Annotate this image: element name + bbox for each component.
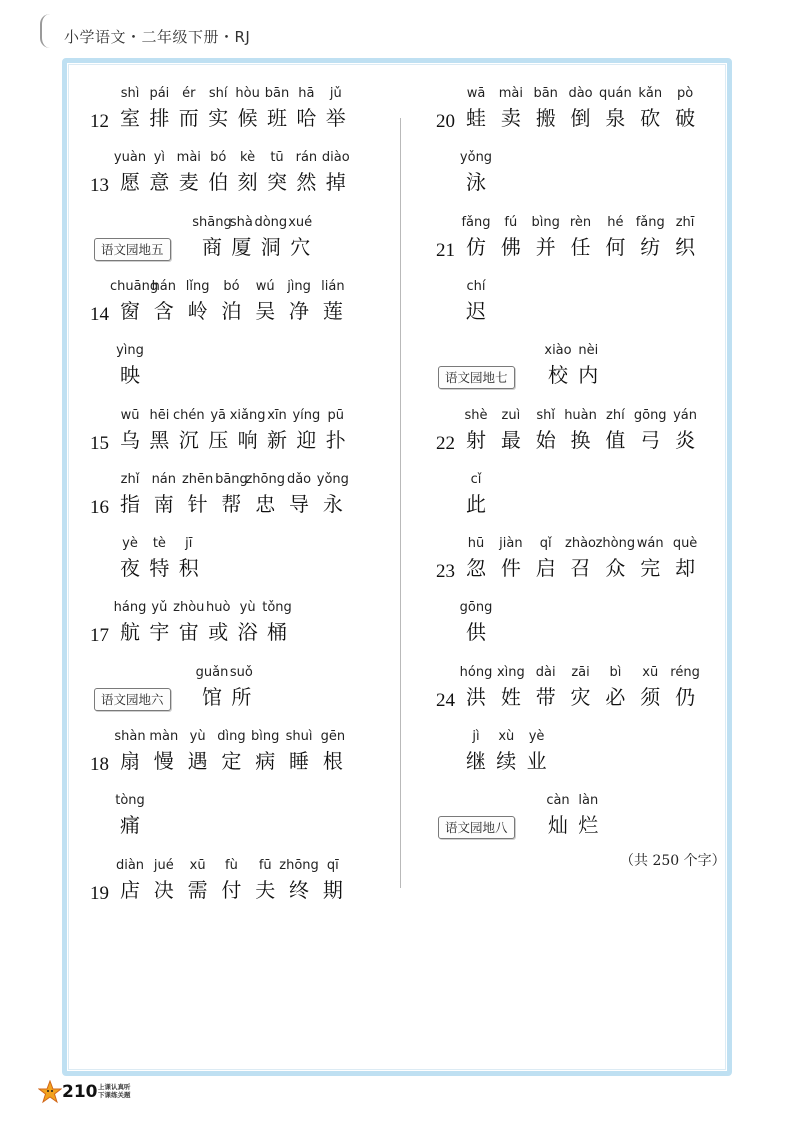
pinyin: zhào xyxy=(565,536,597,552)
lesson-number: 12 xyxy=(90,111,109,132)
hanzi: 此 xyxy=(466,491,486,516)
pinyin: jìng xyxy=(287,278,311,294)
hanzi: 帮 xyxy=(221,491,242,516)
pinyin: bó xyxy=(210,150,227,166)
hanzi: 或 xyxy=(208,620,229,645)
pinyin: dòng xyxy=(254,214,288,230)
pinyin: bó xyxy=(223,278,240,294)
pinyin: nèi xyxy=(578,343,599,359)
lesson-entry xyxy=(0,213,800,263)
pinyin: yíng xyxy=(292,407,321,423)
hanzi: 炎 xyxy=(675,427,696,452)
pinyin: hēi xyxy=(149,407,170,423)
hanzi: 厦 xyxy=(231,234,252,259)
unit-badge: 语文园地五 xyxy=(94,238,171,261)
pinyin: yā xyxy=(210,407,227,423)
pinyin: bìng xyxy=(531,214,560,230)
pinyin: háng xyxy=(113,600,147,616)
hanzi: 针 xyxy=(187,491,208,516)
pinyin: bì xyxy=(609,664,622,680)
hanzi: 召 xyxy=(570,556,591,581)
character-cell xyxy=(665,663,705,711)
lesson-number: 17 xyxy=(90,625,109,647)
pinyin: xiào xyxy=(544,343,572,359)
hanzi: 所 xyxy=(231,684,252,709)
pinyin: màn xyxy=(149,729,179,744)
pinyin: diàn xyxy=(115,857,145,873)
header-decoration xyxy=(40,14,56,48)
lesson-entry xyxy=(0,148,800,198)
hanzi: 完 xyxy=(640,556,661,581)
unit-badge: 语文园地六 xyxy=(94,688,171,711)
hanzi: 麦 xyxy=(178,170,199,195)
pinyin: jī xyxy=(185,536,193,552)
pinyin: shǐ xyxy=(536,407,555,423)
pinyin: pò xyxy=(676,86,694,101)
pinyin: tè xyxy=(152,536,166,552)
star-icon xyxy=(38,1080,62,1104)
character-cell xyxy=(313,856,353,904)
hanzi: 供 xyxy=(466,620,486,645)
hanzi: 泊 xyxy=(221,298,242,323)
hanzi: 扇 xyxy=(120,749,140,773)
pinyin: huò xyxy=(205,600,231,616)
character-cell xyxy=(456,148,496,196)
pinyin: dìng xyxy=(217,729,246,744)
pinyin: dào xyxy=(568,86,593,101)
pinyin: zhōng xyxy=(245,471,285,487)
pinyin: shàn xyxy=(114,729,146,744)
pinyin: cǐ xyxy=(470,471,482,487)
pinyin: quán xyxy=(599,86,632,101)
hanzi: 莲 xyxy=(322,298,343,323)
hanzi: 值 xyxy=(605,427,626,452)
pinyin: fù xyxy=(225,857,238,873)
pinyin: tòng xyxy=(115,793,145,809)
lesson-entry xyxy=(0,406,800,456)
hanzi: 馆 xyxy=(202,684,222,709)
lesson-entry xyxy=(0,598,800,648)
character-cell xyxy=(665,534,705,582)
hanzi: 排 xyxy=(149,106,170,130)
hanzi: 响 xyxy=(237,427,258,452)
pinyin: jì xyxy=(472,729,480,744)
lesson-number: 19 xyxy=(90,882,109,904)
hanzi: 纺 xyxy=(640,234,661,259)
hanzi: 积 xyxy=(178,556,199,581)
lesson-number: 18 xyxy=(90,754,109,775)
pinyin: qǐ xyxy=(539,536,552,552)
hanzi: 忽 xyxy=(466,556,486,581)
hanzi: 压 xyxy=(208,427,229,452)
pinyin: wā xyxy=(466,86,486,101)
hanzi: 倒 xyxy=(570,106,591,130)
pinyin: fǎng xyxy=(635,214,665,230)
pinyin: zhòu xyxy=(173,600,205,616)
character-cell xyxy=(456,277,496,325)
pinyin: ér xyxy=(182,86,196,101)
hanzi: 迎 xyxy=(296,427,317,452)
pinyin: hóng xyxy=(459,664,493,680)
hanzi: 必 xyxy=(605,684,626,709)
hanzi: 迟 xyxy=(466,298,486,323)
pinyin: yè xyxy=(122,536,138,552)
pinyin: bāng xyxy=(215,471,248,487)
hanzi: 班 xyxy=(267,106,287,130)
lesson-entry xyxy=(0,727,800,777)
hanzi: 任 xyxy=(570,234,591,259)
pinyin: fū xyxy=(258,857,272,873)
hanzi: 宙 xyxy=(178,620,199,645)
pinyin: shè xyxy=(464,407,488,423)
pinyin: zuì xyxy=(501,407,521,423)
hanzi: 映 xyxy=(120,363,140,388)
pinyin: hán xyxy=(151,278,177,294)
pinyin: zhēn xyxy=(181,471,214,487)
character-cell xyxy=(517,727,557,775)
hanzi: 业 xyxy=(526,749,547,773)
hanzi: 举 xyxy=(325,106,346,130)
character-cell xyxy=(568,341,608,389)
hanzi: 航 xyxy=(120,620,140,645)
pinyin: yù xyxy=(239,600,256,616)
pinyin: bìng xyxy=(251,729,280,744)
hanzi: 付 xyxy=(221,877,242,902)
pinyin: tū xyxy=(270,150,284,166)
pinyin: dǎo xyxy=(286,471,312,487)
hanzi: 并 xyxy=(535,234,556,259)
character-cell xyxy=(456,470,496,518)
hanzi: 哈 xyxy=(296,106,317,130)
pinyin: shāng xyxy=(192,214,232,230)
pinyin: qī xyxy=(326,857,339,873)
pinyin: shuì xyxy=(285,729,313,744)
pinyin: pái xyxy=(149,86,170,101)
pinyin: rèn xyxy=(569,214,592,230)
lesson-number: 16 xyxy=(90,496,109,518)
pinyin: làn xyxy=(578,793,599,809)
pinyin: kè xyxy=(240,150,256,166)
page-header-title: 小学语文・二年级下册・RJ xyxy=(64,28,251,46)
hanzi: 定 xyxy=(221,749,242,773)
hanzi: 宇 xyxy=(149,620,170,645)
hanzi: 黑 xyxy=(149,427,170,452)
footer-slogan-line2: 下课练关题 xyxy=(98,1091,131,1099)
hanzi: 启 xyxy=(535,556,556,581)
hanzi: 射 xyxy=(466,427,486,452)
pinyin: jǔ xyxy=(329,86,342,101)
footer-slogan-line1: 上课认真听 xyxy=(98,1083,131,1091)
hanzi: 砍 xyxy=(640,106,661,130)
lesson-entry xyxy=(0,341,800,391)
hanzi: 然 xyxy=(296,170,317,195)
hanzi: 灿 xyxy=(548,813,568,838)
hanzi: 永 xyxy=(322,491,343,516)
pinyin: yǒng xyxy=(316,471,349,487)
pinyin: yì xyxy=(153,150,166,166)
hanzi: 浴 xyxy=(237,620,258,645)
pinyin: lǐng xyxy=(185,278,210,294)
hanzi: 却 xyxy=(675,556,696,581)
character-cell xyxy=(456,598,496,646)
pinyin: gōng xyxy=(459,600,493,616)
lesson-entry xyxy=(0,277,800,327)
hanzi: 期 xyxy=(322,877,343,902)
pinyin: huàn xyxy=(564,407,597,423)
hanzi: 病 xyxy=(255,749,276,773)
hanzi: 指 xyxy=(120,491,140,516)
hanzi: 泳 xyxy=(466,170,486,195)
pinyin: shí xyxy=(208,86,228,101)
hanzi: 沉 xyxy=(178,427,199,452)
hanzi: 睡 xyxy=(289,749,310,773)
pinyin: hā xyxy=(298,86,315,101)
lesson-entry xyxy=(0,84,800,134)
pinyin: shì xyxy=(120,86,140,101)
pinyin: chuāng xyxy=(110,278,159,294)
hanzi: 含 xyxy=(153,298,174,323)
hanzi: 而 xyxy=(178,106,199,130)
hanzi: 继 xyxy=(466,749,486,773)
hanzi: 新 xyxy=(267,427,287,452)
hanzi: 突 xyxy=(267,170,287,195)
hanzi: 掉 xyxy=(325,170,346,195)
pinyin: zhòng xyxy=(595,536,636,552)
pinyin: yìng xyxy=(116,343,144,359)
hanzi: 洪 xyxy=(466,684,486,709)
unit-badge: 语文园地八 xyxy=(438,816,515,839)
pinyin: wū xyxy=(120,407,140,423)
pinyin: hū xyxy=(467,536,485,552)
pinyin: xū xyxy=(642,664,659,680)
pinyin: fú xyxy=(504,214,518,230)
lesson-number: 20 xyxy=(436,111,455,132)
pinyin: xù xyxy=(498,729,515,744)
hanzi: 店 xyxy=(120,877,140,902)
lesson-entry xyxy=(0,663,800,713)
hanzi: 仍 xyxy=(675,684,696,709)
pinyin: càn xyxy=(546,793,570,809)
pinyin: què xyxy=(672,536,698,552)
hanzi: 洞 xyxy=(260,234,281,259)
pinyin: chí xyxy=(466,278,486,294)
hanzi: 夜 xyxy=(120,556,140,581)
hanzi: 商 xyxy=(202,234,222,259)
hanzi: 导 xyxy=(289,491,310,516)
hanzi: 仿 xyxy=(466,234,486,259)
pinyin: yǔ xyxy=(151,600,168,616)
hanzi: 净 xyxy=(289,298,310,323)
hanzi: 搬 xyxy=(535,106,556,130)
hanzi: 织 xyxy=(675,234,696,259)
hanzi: 遇 xyxy=(187,749,208,773)
hanzi: 候 xyxy=(237,106,258,130)
hanzi: 内 xyxy=(578,363,599,388)
hanzi: 最 xyxy=(500,427,521,452)
pinyin: rán xyxy=(295,150,318,166)
pinyin: zhī xyxy=(675,214,695,230)
pinyin: zāi xyxy=(571,664,590,680)
character-cell xyxy=(665,84,705,132)
hanzi: 南 xyxy=(153,491,174,516)
pinyin: zhōng xyxy=(279,857,319,873)
hanzi: 慢 xyxy=(153,749,174,773)
hanzi: 刻 xyxy=(237,170,258,195)
lesson-number: 13 xyxy=(90,175,109,197)
pinyin: shà xyxy=(229,214,253,230)
hanzi: 实 xyxy=(208,106,229,130)
hanzi: 灾 xyxy=(570,684,591,709)
hanzi: 室 xyxy=(120,106,140,130)
pinyin: réng xyxy=(670,664,700,680)
lesson-number: 22 xyxy=(436,432,455,454)
pinyin: yuàn xyxy=(113,150,147,166)
hanzi: 穴 xyxy=(290,234,311,259)
hanzi: 何 xyxy=(605,234,626,259)
hanzi: 泉 xyxy=(605,106,626,130)
pinyin: wán xyxy=(636,536,664,552)
hanzi: 换 xyxy=(570,427,591,452)
pinyin: wú xyxy=(255,278,275,294)
pinyin: mài xyxy=(498,86,523,101)
hanzi: 须 xyxy=(640,684,661,709)
character-cell xyxy=(568,791,608,839)
pinyin: lián xyxy=(321,278,345,294)
hanzi: 根 xyxy=(322,749,343,773)
hanzi: 伯 xyxy=(208,170,229,195)
pinyin: yè xyxy=(528,729,545,744)
character-cell xyxy=(665,213,705,261)
pinyin: xū xyxy=(189,857,206,873)
pinyin: zhí xyxy=(606,407,625,423)
hanzi: 烂 xyxy=(578,813,599,838)
lesson-entry xyxy=(0,470,800,520)
hanzi: 蛙 xyxy=(466,106,486,130)
hanzi: 岭 xyxy=(187,298,208,323)
pinyin: diào xyxy=(321,150,350,166)
pinyin: xìng xyxy=(496,664,525,680)
hanzi: 决 xyxy=(153,877,174,902)
hanzi: 桶 xyxy=(267,620,287,645)
hanzi: 弓 xyxy=(640,427,661,452)
hanzi: 夫 xyxy=(255,877,276,902)
pinyin: jué xyxy=(153,857,174,873)
pinyin: bān xyxy=(533,86,558,101)
hanzi: 带 xyxy=(535,684,556,709)
pinyin: yù xyxy=(189,729,206,744)
hanzi: 破 xyxy=(675,106,696,130)
pinyin: xué xyxy=(288,214,313,230)
pinyin: yán xyxy=(673,407,698,423)
pinyin: nán xyxy=(151,471,177,487)
total-character-count: （共 250 个字） xyxy=(620,853,726,869)
lesson-number: 15 xyxy=(90,432,109,454)
hanzi: 众 xyxy=(605,556,626,581)
hanzi: 始 xyxy=(535,427,556,452)
pinyin: suǒ xyxy=(229,664,253,680)
pinyin: kǎn xyxy=(638,86,663,101)
pinyin: pū xyxy=(327,407,345,423)
pinyin: guǎn xyxy=(195,664,229,680)
pinyin: yǒng xyxy=(459,150,493,166)
pinyin: tǒng xyxy=(262,600,292,616)
pinyin: bān xyxy=(264,86,290,101)
pinyin: jiàn xyxy=(499,536,523,552)
lesson-number: 21 xyxy=(436,239,455,261)
unit-badge: 语文园地七 xyxy=(438,366,515,389)
pinyin: zhǐ xyxy=(120,471,140,487)
hanzi: 愿 xyxy=(120,170,140,195)
lesson-entry xyxy=(0,791,800,841)
character-cell xyxy=(665,406,705,454)
pinyin: gōng xyxy=(633,407,667,423)
lesson-number: 14 xyxy=(90,303,109,325)
hanzi: 吴 xyxy=(255,298,276,323)
hanzi: 特 xyxy=(149,556,170,581)
pinyin: gēn xyxy=(320,729,346,744)
hanzi: 忠 xyxy=(255,491,276,516)
hanzi: 件 xyxy=(500,556,521,581)
hanzi: 续 xyxy=(496,749,517,773)
pinyin: fǎng xyxy=(461,214,491,230)
pinyin: xīn xyxy=(267,407,287,423)
pinyin: chén xyxy=(172,407,205,423)
hanzi: 窗 xyxy=(120,298,140,323)
lesson-number: 24 xyxy=(436,689,455,711)
lesson-entry xyxy=(0,534,800,584)
hanzi: 校 xyxy=(548,363,568,388)
pinyin: hé xyxy=(607,214,624,230)
hanzi: 痛 xyxy=(120,813,140,838)
hanzi: 需 xyxy=(187,877,208,902)
pinyin: mài xyxy=(176,150,201,166)
page-number: 210 xyxy=(62,1082,98,1102)
hanzi: 终 xyxy=(289,877,310,902)
hanzi: 扑 xyxy=(325,427,346,452)
footer-slogan xyxy=(98,1083,131,1099)
lesson-number: 23 xyxy=(436,561,455,583)
hanzi: 意 xyxy=(149,170,170,195)
pinyin: dài xyxy=(535,664,556,680)
pinyin: xiǎng xyxy=(229,407,266,423)
hanzi: 佛 xyxy=(500,234,521,259)
hanzi: 姓 xyxy=(500,684,521,709)
hanzi: 卖 xyxy=(500,106,521,130)
pinyin: hòu xyxy=(235,86,260,101)
hanzi: 乌 xyxy=(120,427,140,452)
